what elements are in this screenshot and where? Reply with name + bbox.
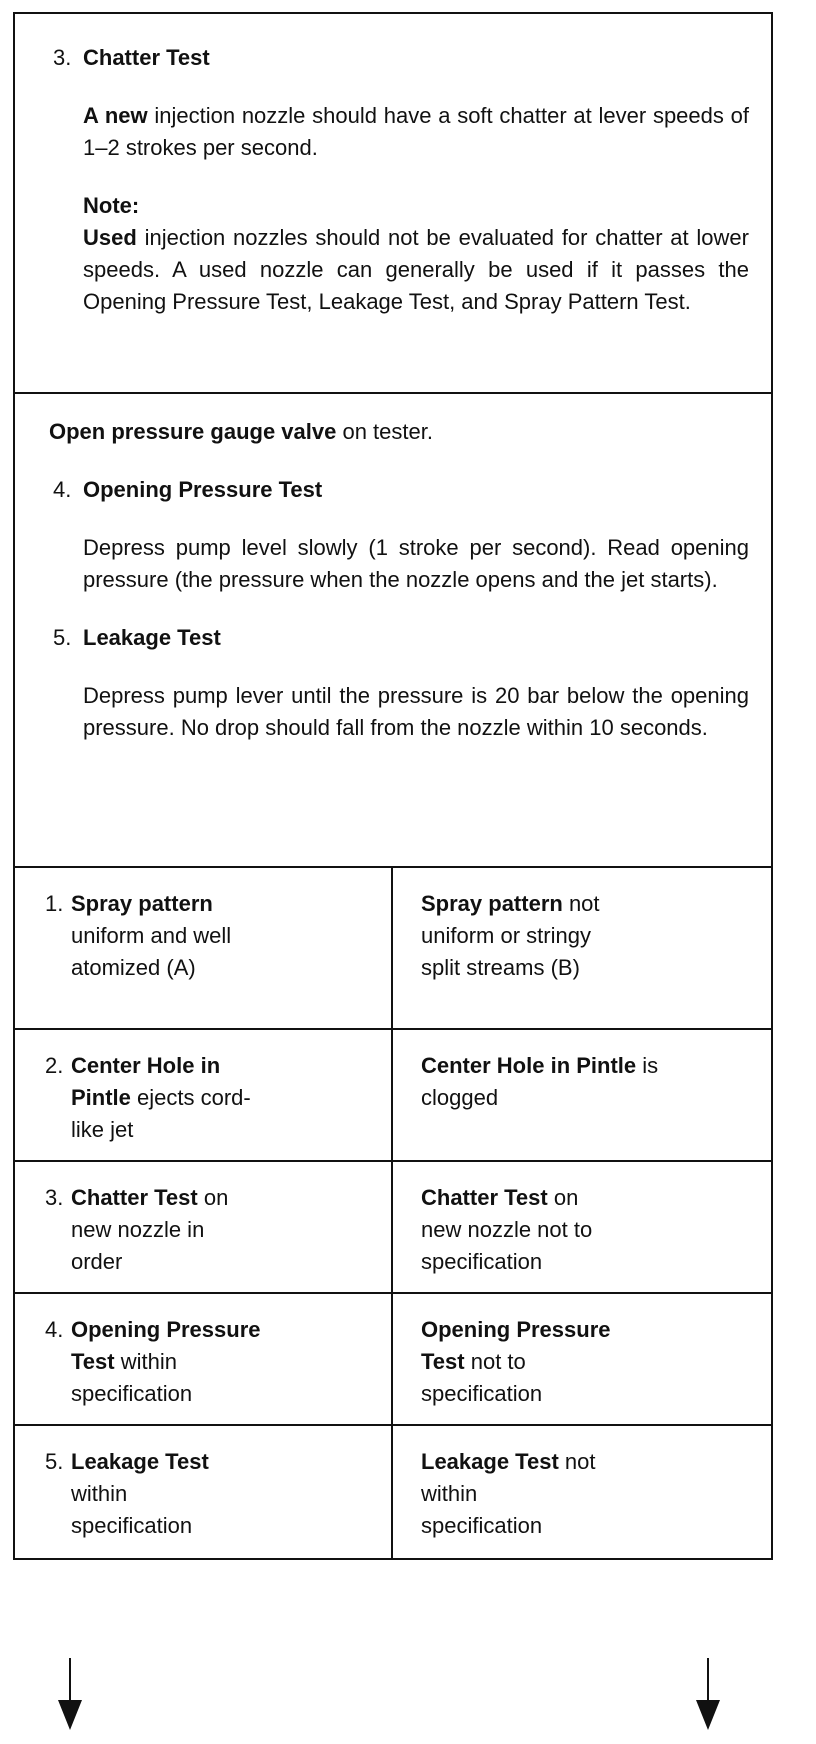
- emphasis-text: Center Hole in Pintle: [421, 1053, 637, 1078]
- fail-criterion-text: [421, 1182, 621, 1278]
- note-label-text: Note:: [83, 193, 140, 218]
- body-text: is clogged: [421, 1053, 659, 1110]
- table-row: [15, 1030, 771, 1162]
- emphasis-text: Open pressure gauge valve: [49, 419, 337, 444]
- body-text: on new nozzle in order: [71, 1185, 229, 1274]
- emphasis-text: Opening Pressure Test: [421, 1317, 611, 1374]
- item-number: 3.: [45, 1185, 64, 1210]
- fail-criterion-cell: [393, 868, 771, 1028]
- item-number: 3.: [53, 45, 72, 70]
- body-text: within specification: [71, 1349, 193, 1406]
- body-text: injection nozzle should have a soft chatter at lever speeds of 1–2 strokes per second.: [83, 103, 749, 160]
- opening-pressure-heading: [53, 474, 749, 506]
- emphasis-text: Used: [83, 225, 137, 250]
- item-number: 5.: [53, 625, 72, 650]
- fail-criterion-cell: [393, 1030, 771, 1160]
- heading-text: Chatter Test: [83, 45, 210, 70]
- item-number: 4.: [53, 477, 72, 502]
- emphasis-text: Leakage Test: [71, 1449, 209, 1474]
- item-number: 2.: [45, 1053, 64, 1078]
- pass-criterion-cell: [15, 1030, 393, 1160]
- pass-criterion-text: [71, 1446, 251, 1558]
- body-text: on tester.: [336, 419, 433, 444]
- emphasis-text: Center Hole in Pintle: [71, 1053, 221, 1110]
- body-text: not within specification: [421, 1449, 596, 1538]
- emphasis-text: Spray pattern: [421, 891, 563, 916]
- pass-criterion-text: [71, 1050, 261, 1160]
- item-number: 1.: [45, 891, 64, 916]
- pass-criterion-text: [71, 1314, 291, 1424]
- table-row: [15, 868, 771, 1030]
- pressure-tests-section: [15, 394, 771, 868]
- table-row: [15, 1426, 771, 1558]
- heading-text: Opening Pressure Test: [83, 477, 323, 502]
- fail-criterion-cell: [393, 1426, 771, 1558]
- body-text: on new nozzle not to specification: [421, 1185, 593, 1274]
- leakage-test-paragraph: Depress pump lever until the pressure is 20 bar below the opening pressure. No drop should fall from the nozzle within 10 seconds.: [83, 683, 749, 740]
- body-text: ejects cord-like jet: [71, 1085, 251, 1142]
- chatter-test-section: [15, 14, 771, 394]
- leakage-test-heading: [53, 622, 749, 654]
- arrow-down-icon: [696, 1658, 720, 1730]
- pass-criterion-text: [71, 1182, 251, 1292]
- body-text: not uniform or stringy split streams (B): [421, 891, 600, 980]
- fail-criterion-text: [421, 1314, 631, 1410]
- opening-pressure-paragraph: Depress pump level slowly (1 stroke per second). Read opening pressure (the pressure when the nozzle opens and the jet starts).: [83, 535, 749, 592]
- fail-criterion-cell: [393, 1294, 771, 1424]
- heading-text: Leakage Test: [83, 625, 221, 650]
- gauge-valve-instruction: [49, 416, 749, 448]
- emphasis-text: Chatter Test: [71, 1185, 198, 1210]
- note-label: [83, 190, 749, 222]
- chatter-test-paragraph: [83, 100, 749, 164]
- emphasis-text: A new: [83, 103, 148, 128]
- table-row: [15, 1294, 771, 1426]
- fail-criterion-text: [421, 1446, 601, 1542]
- fail-criterion-text: [421, 1050, 671, 1114]
- emphasis-text: Spray pattern: [71, 891, 213, 916]
- fail-criterion-cell: [393, 1162, 771, 1292]
- pass-criterion-cell: [15, 1162, 393, 1292]
- procedure-frame: [13, 12, 773, 1560]
- pass-criterion-text: [71, 888, 261, 1028]
- table-row: [15, 1162, 771, 1294]
- emphasis-text: Leakage Test: [421, 1449, 559, 1474]
- fail-criterion-text: [421, 888, 621, 984]
- body-text: injection nozzles should not be evaluated for chatter at lower speeds. A used nozzle can generally be used if it passes the Opening Pressure Test, Leakage Test, and Spray Pattern Test.: [83, 225, 749, 314]
- pass-criterion-cell: [15, 868, 393, 1028]
- emphasis-text: Chatter Test: [421, 1185, 548, 1210]
- emphasis-text: Opening Pressure Test: [71, 1317, 261, 1374]
- body-text: uniform and well atomized (A): [71, 923, 232, 980]
- item-number: 5.: [45, 1449, 64, 1474]
- note-paragraph: [83, 222, 749, 318]
- chatter-test-heading: [53, 42, 749, 74]
- body-text: not to specification: [421, 1349, 543, 1406]
- pass-criterion-cell: [15, 1426, 393, 1558]
- item-number: 4.: [45, 1317, 64, 1342]
- body-text: within specification: [71, 1481, 193, 1538]
- results-table: [15, 868, 771, 1558]
- arrow-down-icon: [58, 1658, 82, 1730]
- pass-criterion-cell: [15, 1294, 393, 1424]
